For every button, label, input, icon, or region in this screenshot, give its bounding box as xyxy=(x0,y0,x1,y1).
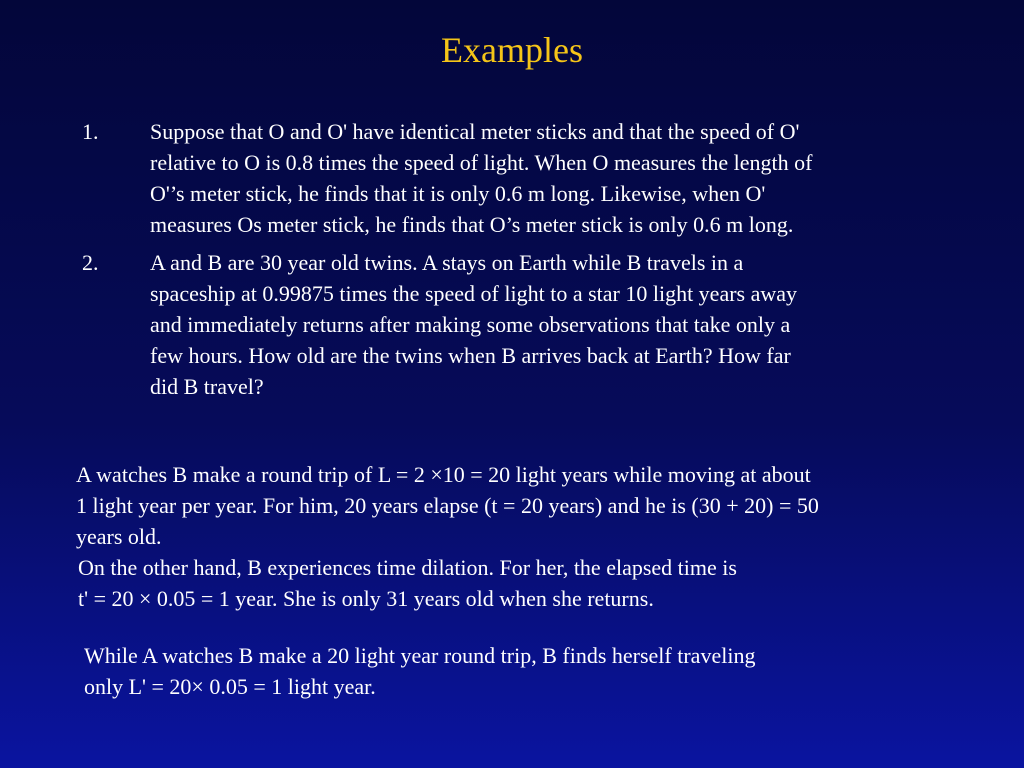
list-item-number: 2. xyxy=(82,250,99,275)
list-item-text xyxy=(150,116,940,240)
text-line: years old. xyxy=(76,524,162,549)
text-line: A and B are 30 year old twins. A stays on Earth while B travels in a xyxy=(150,250,744,275)
list-item-number: 1. xyxy=(82,119,99,144)
text-line: spaceship at 0.99875 times the speed of light to a star 10 light years away xyxy=(150,281,798,306)
list-item-text xyxy=(150,247,940,402)
text-line: A watches B make a round trip of L = 2 ×10 = 20 light years while moving at about xyxy=(76,462,811,487)
list-item xyxy=(82,247,942,402)
answer-paragraph-a xyxy=(76,459,956,552)
examples-list xyxy=(82,116,942,409)
text-line: and immediately returns after making some observations that take only a xyxy=(150,312,791,337)
text-line: relative to O is 0.8 times the speed of light. When O measures the length of xyxy=(150,150,813,175)
answer-paragraph-c xyxy=(84,640,964,702)
text-line: only L' = 20× 0.05 = 1 light year. xyxy=(84,674,376,699)
text-line: did B travel? xyxy=(150,374,264,399)
text-line: Suppose that O and O' have identical meter sticks and that the speed of O' xyxy=(150,119,800,144)
text-line: measures Os meter stick, he finds that O’s meter stick is only 0.6 m long. xyxy=(150,212,794,237)
answer-paragraph-b xyxy=(78,552,958,614)
list-item xyxy=(82,116,942,240)
text-line: few hours. How old are the twins when B arrives back at Earth? How far xyxy=(150,343,791,368)
text-line: While A watches B make a 20 light year round trip, B finds herself traveling xyxy=(84,643,756,668)
text-line: 1 light year per year. For him, 20 years elapse (t = 20 years) and he is (30 + 20) = 50 xyxy=(76,493,819,518)
text-line: t' = 20 × 0.05 = 1 year. She is only 31 years old when she returns. xyxy=(78,586,654,611)
text-line: O'’s meter stick, he finds that it is only 0.6 m long. Likewise, when O' xyxy=(150,181,766,206)
text-line: On the other hand, B experiences time dilation. For her, the elapsed time is xyxy=(78,555,737,580)
slide-title: Examples xyxy=(441,30,583,70)
